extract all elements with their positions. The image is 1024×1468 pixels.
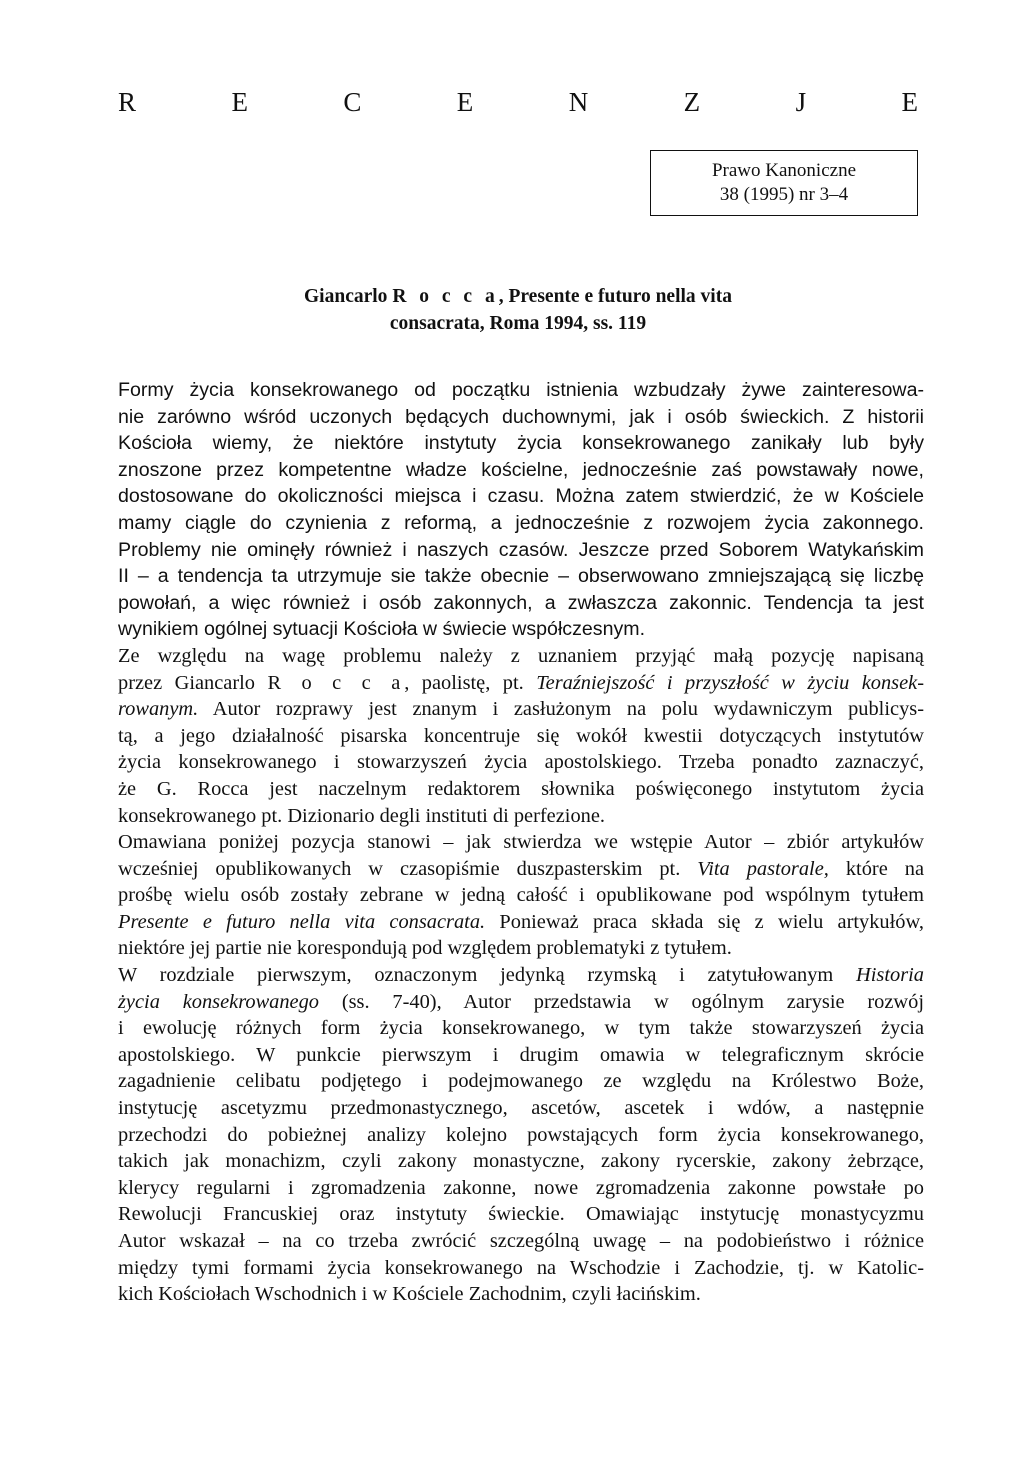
- text-line: Formy życia konsekrowanego od początku istnienia wzbudzały żywe zainteresowa-: [118, 379, 924, 401]
- paragraph-1: [118, 377, 924, 643]
- text-line: [118, 856, 924, 883]
- review-title-line-2: consacrata, Roma 1994, ss. 119: [389, 313, 647, 334]
- chapter-title: życia konsekrowanego: [118, 990, 319, 1013]
- text-line: prośbę wielu osób zostały zebrane w jedną całość i opublikowane pod wspólnym tytułem: [118, 884, 924, 907]
- journal-name: Prawo Kanoniczne: [711, 160, 857, 181]
- text-line: [118, 696, 924, 723]
- text-line: kich Kościołach Wschodnich i w Kościele Zachodnim, czyli łacińskim.: [118, 1283, 701, 1306]
- text-line: tą, a jego działalność pisarska koncentruje się wokół kwestii dotyczących instytutów: [118, 724, 924, 747]
- text-line: instytucję ascetyzmu przedmonastycznego, ascetów, ascetek i wdów, a następnie: [118, 1097, 924, 1120]
- text-line: zagadnienie celibatu podjętego i podejmowanego ze względu na Królestwo Boże,: [118, 1070, 924, 1093]
- text-line: przechodzi do pobieżnej analizy kolejno powstających form życia konsekrowanego,: [118, 1123, 924, 1146]
- text-span: przez Giancarlo: [118, 671, 268, 694]
- paragraph-4: [118, 962, 924, 1308]
- journal-issue: 38 (1995) nr 3–4: [719, 184, 849, 205]
- review-title-line-1: [118, 283, 918, 310]
- heading-letter: E: [231, 87, 248, 117]
- heading-letter: R: [118, 87, 137, 117]
- text-line: Kościoła wiemy, że niektóre instytuty życia konsekrowanego zanikały lub były: [118, 432, 924, 455]
- text-line: i ewolucję różnych form życia konsekrowanego, w tym także stowarzyszeń życia: [118, 1017, 924, 1040]
- book-title-part-1: , Presente e futuro nella vita: [498, 286, 732, 307]
- text-line: znoszone przez kompetentne władze kościelne, jednocześnie zaś powstawały nowe,: [118, 458, 924, 481]
- chapter-title: Historia: [856, 964, 924, 987]
- text-span: Autor rozprawy jest znanym i zasłużonym na polu wydawniczym publicys-: [198, 698, 924, 721]
- text-span: (ss. 7-40), Autor przedstawia w ogólnym zarysie rozwój: [319, 990, 924, 1013]
- journal-citation-box: [650, 150, 918, 216]
- heading-letter: Z: [683, 87, 701, 117]
- text-line: nie zarówno wśród uczonych będących duchownymi, jak i osób świeckich. Z historii: [118, 405, 924, 428]
- book-author-first: Giancarlo: [304, 286, 388, 307]
- text-span: Ponieważ praca składa się z wielu artykułów,: [485, 910, 924, 933]
- text-line: Omawiana poniżej pozycja stanowi – jak stwierdza we wstępie Autor – zbiór artykułów: [118, 831, 924, 854]
- text-line: II – a tendencja ta utrzymuje sie także obecnie – obserwowano zmniejszającą się liczbę: [118, 565, 924, 588]
- text-line: klerycy regularni i zgromadzenia zakonne, nowe zgromadzenia zakonne powstałe po: [118, 1176, 924, 1199]
- text-line: między tymi formami życia konsekrowanego na Wschodzie i Zachodzie, tj. w Katolic-: [118, 1256, 924, 1279]
- author-name: R o c c a: [267, 671, 405, 694]
- text-line: [118, 962, 924, 989]
- text-line: że G. Rocca jest naczelnym redaktorem słownika poświęconego instytutom życia: [118, 777, 924, 800]
- text-line: Problemy nie ominęły również i naszych czasów. Jeszcze przed Soborem Watykańskim: [118, 538, 924, 561]
- periodical-title: Vita pastorale,: [697, 857, 829, 880]
- review-body: [118, 377, 924, 1308]
- text-line: apostolskiego. W punkcie pierwszym i drugim omawia w telegraficznym skrócie: [118, 1043, 924, 1066]
- heading-letter: E: [901, 87, 918, 117]
- section-heading: [118, 86, 918, 118]
- polish-title: Teraźniejszość i przyszłość w życiu konsek-: [536, 671, 924, 694]
- text-line: wynikiem ogólnej sytuacji Kościoła w świecie współczesnym.: [118, 618, 646, 641]
- text-line: życia konsekrowanego i stowarzyszeń życia apostolskiego. Trzeba ponadto zaznaczyć,: [118, 751, 924, 774]
- text-line: Rewolucji Francuskiej oraz instytuty świeckie. Omawiając instytucję monastycyzmu: [118, 1203, 924, 1226]
- paragraph-2: [118, 643, 924, 829]
- text-line: Ze względu na wagę problemu należy z uznaniem przyjąć małą pozycję napisaną: [118, 644, 924, 667]
- text-span: które na: [828, 857, 924, 880]
- book-title: Presente e futuro nella vita consacrata.: [118, 910, 486, 933]
- heading-letter: C: [343, 87, 362, 117]
- text-line: powołań, a więc również i osób zakonnych, a zwłaszcza zakonnic. Tendencja ta jest: [118, 591, 924, 614]
- text-line: [118, 670, 924, 697]
- paragraph-3: [118, 829, 924, 962]
- text-line: niektóre jej partie nie korespondują pod względem problematyki z tytułem.: [118, 937, 732, 960]
- book-author-last: R o c c a: [392, 286, 499, 307]
- text-line: Autor wskazał – na co trzeba zwrócić szczególną uwagę – na podobieństwo i różnice: [118, 1230, 924, 1252]
- text-line: [118, 909, 924, 936]
- heading-letter: J: [795, 87, 807, 117]
- text-span: wcześniej opublikowanych w czasopiśmie duszpasterskim pt.: [118, 857, 698, 880]
- text-line: dostosowane do okoliczności miejsca i czasu. Można zatem stwierdzić, że w Kościele: [118, 485, 924, 508]
- review-title: [118, 283, 918, 337]
- text-line: konsekrowanego pt. Dizionario degli instituti di perfezione.: [118, 804, 605, 827]
- text-line: mamy ciągle do czynienia z reformą, a jednocześnie z rozwojem życia zakonnego.: [118, 511, 924, 534]
- heading-letter: N: [568, 87, 589, 117]
- text-line: [118, 989, 924, 1016]
- polish-title: rowanym.: [118, 698, 199, 721]
- text-span: , paolistę, pt.: [404, 671, 537, 694]
- text-line: takich jak monachizm, czyli zakony monastyczne, zakony rycerskie, zakony żebrzące,: [118, 1150, 924, 1173]
- heading-letter: E: [456, 87, 474, 117]
- text-span: W rozdziale pierwszym, oznaczonym jedynką rzymską i zatytułowanym: [118, 964, 857, 987]
